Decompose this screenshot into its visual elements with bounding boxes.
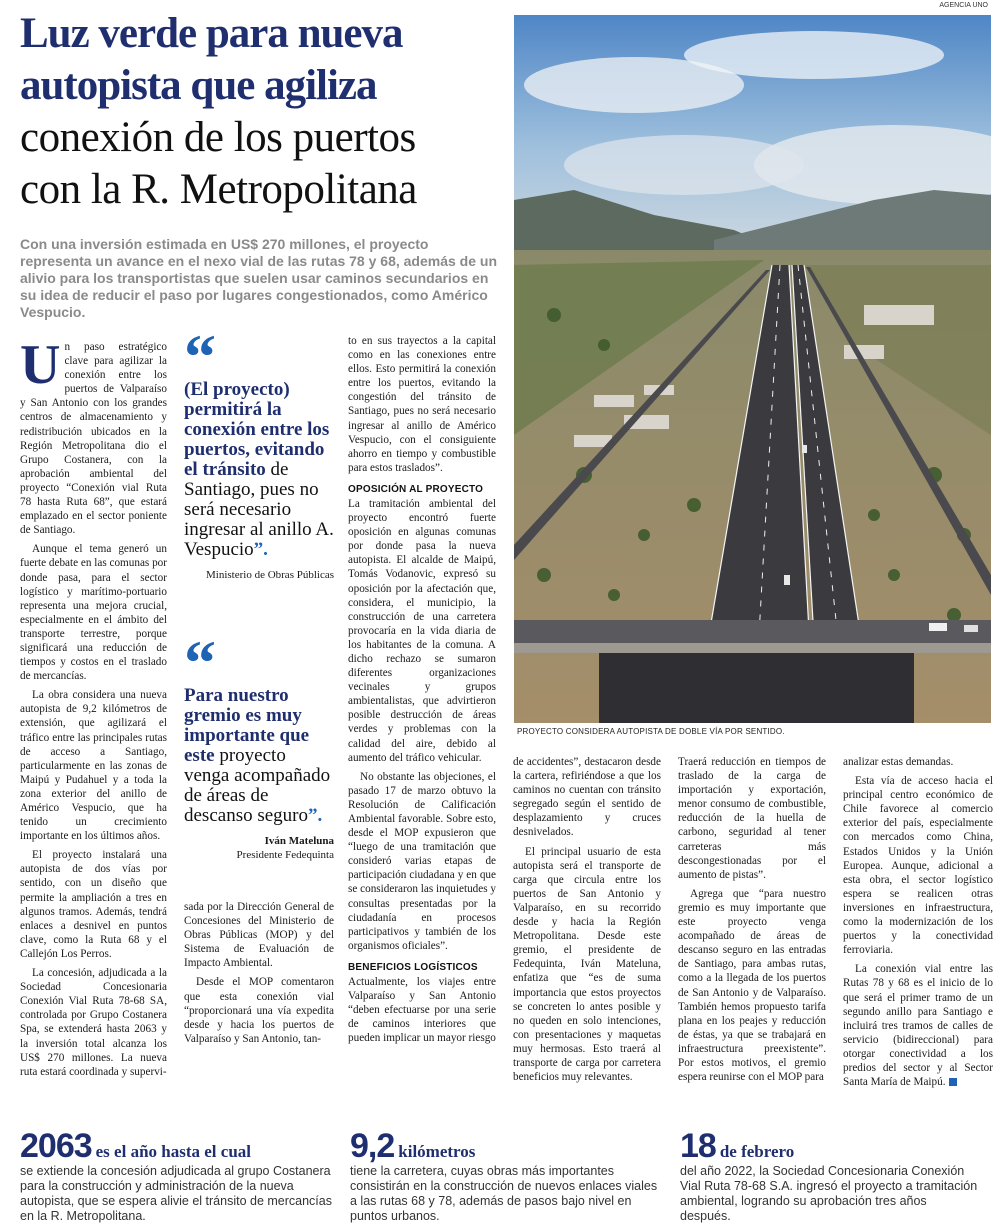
col3-paragraph-1: to en sus trayectos a la capital como en las conexiones entre ellos. Esto permitirá la conexión entre los puertos, evitando la congestión del tránsito de Santiago, pues no será necesario ingresar al anillo de Américo Vespucio, con el consiguiente ahorro en tiempo y combustible para estos traslados”.	[348, 335, 496, 474]
pull-quote-2	[184, 627, 334, 862]
headline	[20, 8, 510, 216]
subheading-benefits: BENEFICIOS LOGÍSTICOS	[348, 961, 478, 973]
quote2-regular: proyecto venga acompañado de áreas de descanso seguro	[184, 745, 331, 826]
stat-box-1	[20, 1128, 340, 1224]
stat-description: tiene la carretera, cuyas obras más importantes consistirán en la construcción de nuevos enlaces viales a las rutas 68 y 78, además de pasos bajo nivel en puntos urbanos.	[350, 1164, 658, 1223]
stat-description: se extiende la concesión adjudicada al grupo Costanera para la construcción y administración de la nueva autopista, que se espera alivie el tránsito de mercancías en la R. Metropolitana.	[20, 1164, 332, 1223]
col6-paragraph-1: analizar estas demandas.	[843, 756, 954, 768]
stat-tag: de febrero	[719, 1142, 795, 1161]
col3-paragraph-2: La tramitación ambiental del proyecto encontró fuerte oposición en algunas comunas por donde pasa la nueva autopista. El alcalde de Maipú, Tomás Vodanovic, expresó su oposición por la afectación que, considera, el municipio, la construcción de una carretera provocaría en la vida diaria de los habitantes de la comuna. A dicho rechazo se sumaron diferentes organizaciones vecinales y grupos ambientalistas, que advirtieron posible destrucción de áreas verdes y problemas con la calidad del aire, debido al aumento del tráfico vehicular.	[348, 497, 496, 764]
article-column-5	[678, 755, 826, 1089]
col1-paragraph-1: n paso estratégico clave para agilizar la conexión entre los puertos de Valparaíso y San Antonio con los grandes centros de almacenamiento y redistribución ubicados en la Región Metropolitana dio el Grupo Costanera, con la aprobación ambiental del proyecto “Conexión vial Ruta 78 hasta Ruta 68”, que estará emplazado en el sector poniente de Santiago.	[20, 341, 167, 537]
lead-paragraph: Con una inversión estimada en US$ 270 millones, el proyecto representa un avance en el nexo vial de las rutas 78 y 68, además de un alivio para los transportistas que suelen usar caminos secundarios en su idea de reducir el paso por lugares congestionados, como Américo Vespucio.	[20, 236, 498, 320]
quote1-bold: (El proyecto) permitirá la conexión entre los puertos, evitando el tránsito	[184, 379, 330, 480]
quote1-source: Ministerio de Obras Públicas	[205, 569, 334, 581]
headline-line-1: Luz verde para nueva	[20, 10, 403, 57]
quote-mark-icon: “	[184, 321, 210, 392]
col4-paragraph-2: El principal usuario de esta autopista será el transporte de carga que circula entre los puertos de San Antonio y Valparaíso, en su recorrido desde y hacia la Región Metropolitana. Desde este gremio, el presidente de Fedequinta, Iván Mateluna, enfatiza que “es de suma importancia que estos proyectos se concreten lo antes posible y no queden en solo intenciones, con presentaciones y maquetas muy hermosas. Esto traerá al transporte de carga por carretera beneficios muy relevantes.	[513, 845, 661, 1084]
col5-paragraph-2: Agrega que “para nuestro gremio es muy importante que este proyecto venga acompañado de áreas de descanso seguro en las entradas de Santiago, para ambas rutas, como a la llegada de los puertos de San Antonio y de Valparaíso. También hemos propuesto tarifa plana en los peajes y reducción de éstas, ya que se trabajará en infraestructura preexistente”. Por estos motivos, el gremio espera reunirse con el MOP para	[678, 887, 826, 1084]
stat-number: 9,2	[350, 1127, 395, 1165]
col1-paragraph-3: La obra considera una nueva autopista de 9,2 kilómetros de extensión, que agilizará el tráfico entre las principales rutas de acceso a Santiago, particularmente en las zonas de Maipú y Pudahuel y a toda la zona exterior del anillo de Américo Vespucio, que ha tenido un crecimiento importante en los últimos años.	[20, 689, 167, 843]
col2-paragraph-2: Desde el MOP comentaron que esta conexión vial “proporcionará una vía expedita desde y hacia los puertos de Valparaíso y San Antonio, tan-	[184, 976, 334, 1045]
quote2-bold: Para nuestro gremio es muy importante que este	[184, 685, 310, 766]
col3-paragraph-3: No obstante las objeciones, el pasado 17 de marzo obtuvo la Resolución de Calificación Ambiental favorable. Sobre esto, desde el MOP expusieron que “luego de una tramitación que consideró varias etapas de participación ciudadana y en que se consideraron las inquietudes y consultas presentadas por la ciudadanía en procesos participativos y también de los organismos oficiales”.	[348, 770, 496, 952]
quote2-name: Iván Mateluna	[264, 835, 334, 847]
col6-paragraph-2: Esta vía de acceso hacia el principal centro económico de Chile favorece al comercio exterior del país, especialmente con mercados como China, Estados Unidos y la Unión Europea. Aunque, adicional a esta obra, el sector logístico espera se realicen otras inversiones en infraestructura, como la modernización de los puertos y la conectividad ferroviaria.	[843, 775, 993, 957]
stat-number: 18	[680, 1127, 716, 1165]
col4-paragraph-1: de accidentes”, destacaron desde la cartera, refiriéndose a que los caminos no cuentan con tránsito segregado según el sentido de desplazamiento y cruces desnivelados.	[513, 756, 661, 839]
photo-caption: PROYECTO CONSIDERA AUTOPISTA DE DOBLE VÍA POR SENTIDO.	[517, 727, 785, 736]
article-column-4	[513, 755, 661, 1089]
article-column-6	[843, 755, 993, 1094]
col1-paragraph-4: El proyecto instalará una autopista de dos vías por sentido, con un diseño que permite la ampliación a tres en algunos tramos. Además, tendrá enlaces a desnivel en puntos clave, como la Ruta 68 y el Callejón Los Perros.	[20, 849, 167, 960]
stat-box-3	[680, 1128, 980, 1224]
col6-paragraph-3: La conexión vial entre las Rutas 78 y 68 es el inicio de lo que será el primer tramo de un segundo anillo para Santiago e incluirá tres tramos de calles de servicio (bidireccional) para otorgar conectividad a los predios del sector y al Sector Santa María de Maipú.	[843, 963, 993, 1089]
headline-line-2: autopista que agiliza	[20, 62, 377, 109]
stat-box-2	[350, 1128, 665, 1224]
stat-tag: es el año hasta el cual	[95, 1142, 251, 1161]
stat-number: 2063	[20, 1127, 92, 1165]
col3-paragraph-4: Actualmente, los viajes entre Valparaíso y San Antonio “deben efectuarse por una serie de caminos interiores que pueden implicar un mayor riesgo	[348, 975, 496, 1045]
photo-credit: AGENCIA UNO	[939, 2, 988, 9]
headline-line-3: conexión de los puertos	[20, 114, 416, 161]
col1-paragraph-5: La concesión, adjudicada a la Sociedad Concesionaria Conexión Vial Ruta 78-68 SA, controlada por Grupo Costanera Spa, se extenderá hasta 2063 y la inversión total alcanza los US$ 270 millones. La nueva ruta estará coordinada y supervi-	[20, 967, 167, 1078]
col5-paragraph-1: Traerá reducción en tiempos de traslado de la carga de importación y exportación, menor consumo de combustible, reducción de la huella de carbono, seguridad al tener carreteras más descongestionadas por el aumento de pistas”.	[678, 756, 826, 881]
article-column-1	[20, 334, 167, 1084]
stat-tag: kilómetros	[398, 1142, 476, 1161]
article-column-2	[184, 900, 334, 1051]
dropcap: U	[20, 334, 61, 396]
col1-paragraph-2: Aunque el tema generó un fuerte debate en las comunas por donde pasa, para el sector logístico y marítimo-portuario representa una mejora crucial, especialmente en el ámbito del transporte terrestre, porque significará una reducción de tiempos y costos en el traslado de mercancías.	[20, 543, 167, 683]
col2-paragraph-1: sada por la Dirección General de Concesiones del Ministerio de Obras Públicas (MOP) y del Sistema de Evaluación de Impacto Ambiental.	[184, 901, 334, 970]
headline-line-4: con la R. Metropolitana	[20, 166, 417, 213]
quote1-regular: de Santiago, pues no será necesario ingresar al anillo A. Vespucio	[184, 459, 334, 560]
quote2-end: ”.	[308, 805, 323, 826]
highway-photo	[514, 15, 991, 723]
quote-mark-icon: “	[184, 627, 210, 698]
subheading-opposition: OPOSICIÓN AL PROYECTO	[348, 483, 484, 495]
stat-description: del año 2022, la Sociedad Concesionaria Conexión Vial Ruta 78-68 S.A. ingresó el proyecto a tramitación ambiental, logrando su aprobación tres años después.	[680, 1164, 978, 1223]
quote2-role: Presidente Fedequinta	[236, 849, 334, 861]
quote1-end: ”.	[253, 539, 268, 560]
end-mark-icon	[949, 1078, 957, 1086]
article-column-3	[348, 334, 496, 1050]
pull-quote-1	[184, 321, 334, 582]
